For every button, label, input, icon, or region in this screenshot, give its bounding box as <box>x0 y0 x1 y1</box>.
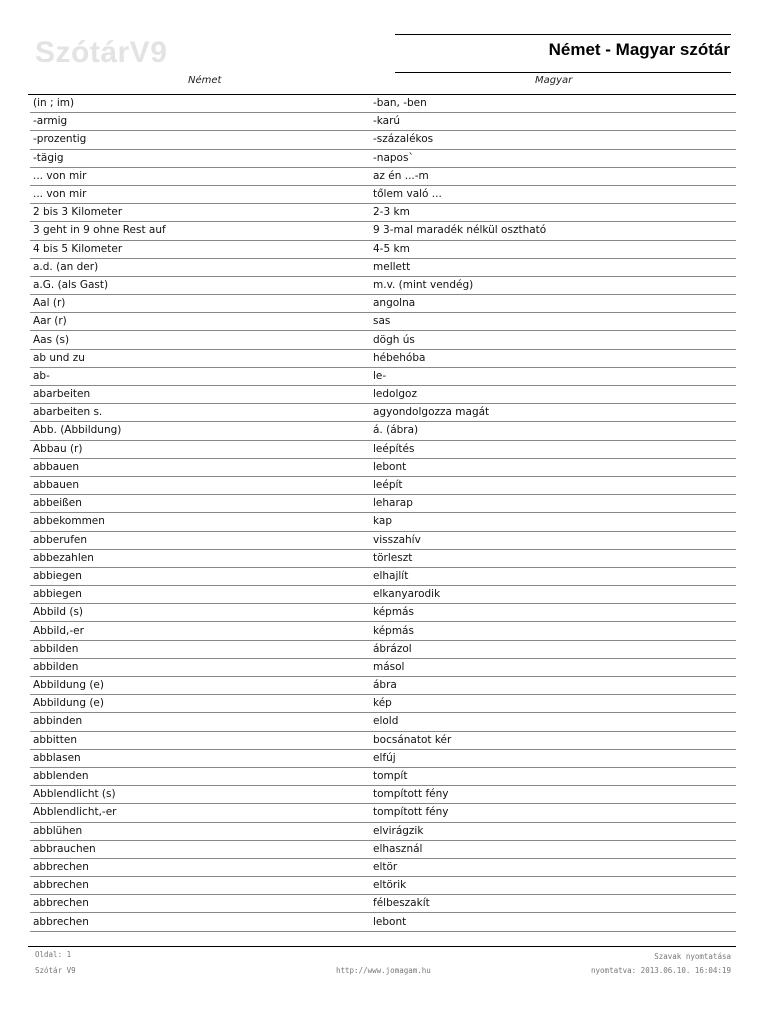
page-title: Német - Magyar szótár <box>548 40 730 59</box>
german-term: abblühen <box>30 822 370 840</box>
table-row <box>30 640 736 658</box>
hungarian-term: tőlem való ... <box>370 185 736 203</box>
german-term: abbrechen <box>30 858 370 876</box>
table-row <box>30 658 736 676</box>
german-term: abblasen <box>30 749 370 767</box>
hungarian-term: leharap <box>370 495 736 513</box>
hungarian-term: visszahív <box>370 531 736 549</box>
table-row <box>30 677 736 695</box>
table-row <box>30 513 736 531</box>
hungarian-term: leépít <box>370 476 736 494</box>
table-row <box>30 622 736 640</box>
table-row <box>30 331 736 349</box>
table-row <box>30 877 736 895</box>
footer-app-name: Szótár V9 <box>35 966 76 975</box>
german-term: abbekommen <box>30 513 370 531</box>
hungarian-term: tompít <box>370 767 736 785</box>
german-term: abbezahlen <box>30 549 370 567</box>
table-row <box>30 386 736 404</box>
hungarian-term: kap <box>370 513 736 531</box>
hungarian-term: tompított fény <box>370 804 736 822</box>
german-term: Abbau (r) <box>30 440 370 458</box>
hungarian-term: kép <box>370 695 736 713</box>
hungarian-term: ábra <box>370 677 736 695</box>
table-row <box>30 895 736 913</box>
german-term: abbiegen <box>30 586 370 604</box>
table-row <box>30 149 736 167</box>
table-row <box>30 240 736 258</box>
table-row <box>30 767 736 785</box>
hungarian-term: angolna <box>370 295 736 313</box>
german-term: (in ; im) <box>30 95 370 113</box>
table-row <box>30 222 736 240</box>
table-row <box>30 731 736 749</box>
german-term: 2 bis 3 Kilometer <box>30 204 370 222</box>
hungarian-term: elfúj <box>370 749 736 767</box>
hungarian-term: le- <box>370 367 736 385</box>
hungarian-term: -ban, -ben <box>370 95 736 113</box>
hungarian-term: elhajlít <box>370 567 736 585</box>
german-term: abbeißen <box>30 495 370 513</box>
german-term: Abbildung (e) <box>30 677 370 695</box>
hungarian-term: képmás <box>370 604 736 622</box>
german-term: ab und zu <box>30 349 370 367</box>
german-term: -prozentig <box>30 131 370 149</box>
hungarian-term: -százalékos <box>370 131 736 149</box>
table-row <box>30 822 736 840</box>
hungarian-term: eltörik <box>370 877 736 895</box>
german-term: abbitten <box>30 731 370 749</box>
german-term: Abbild,-er <box>30 622 370 640</box>
hungarian-term: leépítés <box>370 440 736 458</box>
hungarian-term: bocsánatot kér <box>370 731 736 749</box>
german-term: abblenden <box>30 767 370 785</box>
hungarian-term: á. (ábra) <box>370 422 736 440</box>
german-term: abbinden <box>30 713 370 731</box>
app-logo: SzótárV9 <box>35 36 168 69</box>
hungarian-term: m.v. (mint vendég) <box>370 276 736 294</box>
table-row <box>30 531 736 549</box>
german-term: Aas (s) <box>30 331 370 349</box>
german-term: abarbeiten s. <box>30 404 370 422</box>
hungarian-term: hébehóba <box>370 349 736 367</box>
table-row <box>30 495 736 513</box>
german-term: ... von mir <box>30 167 370 185</box>
hungarian-term: elold <box>370 713 736 731</box>
hungarian-term: törleszt <box>370 549 736 567</box>
german-term: a.d. (an der) <box>30 258 370 276</box>
table-row <box>30 458 736 476</box>
title-rule-top <box>395 34 731 35</box>
page-number: Oldal: 1 <box>35 950 72 959</box>
german-term: abbrechen <box>30 895 370 913</box>
table-row <box>30 367 736 385</box>
column-header-german: Német <box>188 75 222 86</box>
hungarian-term: agyondolgozza magát <box>370 404 736 422</box>
german-term: Aar (r) <box>30 313 370 331</box>
german-term: -tägig <box>30 149 370 167</box>
table-row <box>30 185 736 203</box>
table-row <box>30 440 736 458</box>
german-term: Abblendlicht (s) <box>30 786 370 804</box>
table-row <box>30 549 736 567</box>
title-rule-bottom <box>395 72 731 73</box>
german-term: Abbildung (e) <box>30 695 370 713</box>
table-row <box>30 567 736 585</box>
german-term: abbrauchen <box>30 840 370 858</box>
hungarian-term: eltör <box>370 858 736 876</box>
table-row <box>30 349 736 367</box>
table-row <box>30 476 736 494</box>
hungarian-term: másol <box>370 658 736 676</box>
hungarian-term: lebont <box>370 913 736 931</box>
german-term: Abbild (s) <box>30 604 370 622</box>
hungarian-term: dögh ús <box>370 331 736 349</box>
german-term: 3 geht in 9 ohne Rest auf <box>30 222 370 240</box>
table-row <box>30 913 736 931</box>
hungarian-term: képmás <box>370 622 736 640</box>
german-term: abberufen <box>30 531 370 549</box>
table-row <box>30 276 736 294</box>
table-row <box>30 804 736 822</box>
german-term: ... von mir <box>30 185 370 203</box>
table-row <box>30 113 736 131</box>
hungarian-term: lebont <box>370 458 736 476</box>
hungarian-term: 9 3-mal maradék nélkül osztható <box>370 222 736 240</box>
table-row <box>30 749 736 767</box>
table-row <box>30 167 736 185</box>
hungarian-term: ledolgoz <box>370 386 736 404</box>
hungarian-term: elhasznál <box>370 840 736 858</box>
table-row <box>30 313 736 331</box>
table-row <box>30 95 736 113</box>
hungarian-term: -napos` <box>370 149 736 167</box>
hungarian-term: ábrázol <box>370 640 736 658</box>
hungarian-term: elvirágzik <box>370 822 736 840</box>
footer-rule <box>28 946 736 947</box>
table-row <box>30 713 736 731</box>
german-term: a.G. (als Gast) <box>30 276 370 294</box>
table-row <box>30 295 736 313</box>
footer-url: http://www.jomagam.hu <box>336 966 431 975</box>
table-row <box>30 604 736 622</box>
table-row <box>30 786 736 804</box>
footer-print-date: nyomtatva: 2013.06.10. 16:04:19 <box>591 966 731 975</box>
hungarian-term: az én ...-m <box>370 167 736 185</box>
table-row <box>30 258 736 276</box>
hungarian-term: mellett <box>370 258 736 276</box>
table-row <box>30 586 736 604</box>
german-term: abarbeiten <box>30 386 370 404</box>
german-term: abbrechen <box>30 913 370 931</box>
hungarian-term: 2-3 km <box>370 204 736 222</box>
table-row <box>30 840 736 858</box>
german-term: abbilden <box>30 658 370 676</box>
german-term: Abblendlicht,-er <box>30 804 370 822</box>
hungarian-term: tompított fény <box>370 786 736 804</box>
table-row <box>30 858 736 876</box>
german-term: abbiegen <box>30 567 370 585</box>
hungarian-term: elkanyarodik <box>370 586 736 604</box>
table-row <box>30 422 736 440</box>
german-term: abbauen <box>30 476 370 494</box>
german-term: abbrechen <box>30 877 370 895</box>
footer-print-label: Szavak nyomtatása <box>654 952 731 961</box>
german-term: ab- <box>30 367 370 385</box>
hungarian-term: -karú <box>370 113 736 131</box>
table-row <box>30 204 736 222</box>
table-row <box>30 131 736 149</box>
german-term: abbauen <box>30 458 370 476</box>
dictionary-table <box>30 95 736 932</box>
german-term: 4 bis 5 Kilometer <box>30 240 370 258</box>
table-row <box>30 695 736 713</box>
table-row <box>30 404 736 422</box>
dictionary-table-body <box>30 95 736 931</box>
german-term: Abb. (Abbildung) <box>30 422 370 440</box>
hungarian-term: félbeszakít <box>370 895 736 913</box>
german-term: Aal (r) <box>30 295 370 313</box>
hungarian-term: sas <box>370 313 736 331</box>
german-term: abbilden <box>30 640 370 658</box>
column-header-hungarian: Magyar <box>535 75 573 86</box>
german-term: -armig <box>30 113 370 131</box>
hungarian-term: 4-5 km <box>370 240 736 258</box>
